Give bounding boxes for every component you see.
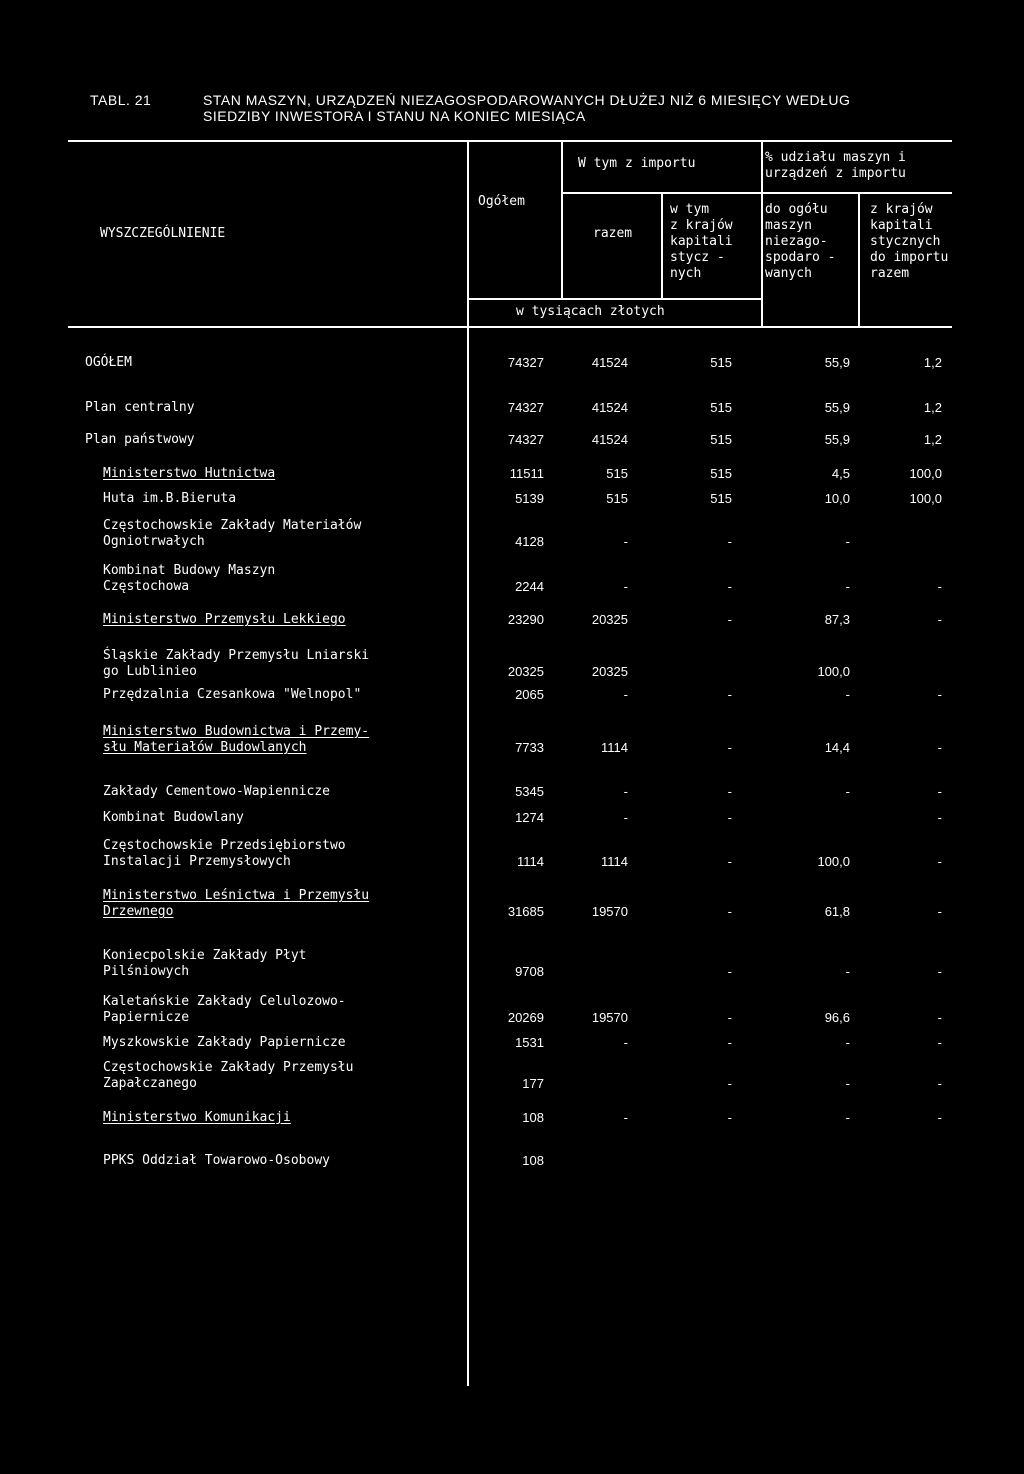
cell-value: 515 [710,400,732,415]
cell-value: - [937,854,942,869]
cell-value: 1274 [515,810,544,825]
cell-value: 74327 [507,400,544,415]
cell-value: 23290 [507,612,544,627]
cell-value: 5345 [515,784,544,799]
divider-col-5 [858,192,860,326]
cell-value: 100,0 [909,466,942,481]
cell-value: 100,0 [817,854,850,869]
cell-value: - [937,1035,942,1050]
row-label: Częstochowskie Zakłady Materiałów Ogniotrwałych [103,518,362,549]
row-label: Myszkowskie Zakłady Papiernicze [103,1035,346,1050]
cell-value: - [845,534,850,549]
cell-value: 20325 [507,664,544,679]
cell-value: 41524 [591,432,628,447]
divider-col-3 [661,192,663,300]
cell-value: 31685 [507,904,544,919]
cell-value: - [727,534,732,549]
cell-value: 1114 [601,854,628,869]
cell-value: - [623,579,628,594]
cell-value: 108 [522,1110,544,1125]
row-label: Częstochowskie Zakłady Przemysłu Zapałczanego [103,1060,354,1091]
cell-value: 1,2 [923,400,942,415]
cell-value: - [845,784,850,799]
row-label: PPKS Oddział Towarowo-Osobowy [103,1153,330,1168]
header-wyszczegolnienie: WYSZCZEGÓLNIENIE [100,226,226,241]
row-label: Huta im.B.Bieruta [103,491,237,506]
cell-value: - [727,810,732,825]
cell-value: - [727,964,732,979]
cell-value: 4,5 [831,466,850,481]
cell-value: 1114 [601,740,628,755]
row-label: Koniecpolskie Zakłady Płyt Pilśniowych [103,948,307,979]
cell-value: - [727,687,732,702]
cell-value: 19570 [591,904,628,919]
cell-value: - [937,810,942,825]
cell-value: - [623,1035,628,1050]
cell-value: - [727,904,732,919]
cell-value: 100,0 [817,664,850,679]
cell-value: - [937,1010,942,1025]
table-number: TABL. 21 [90,92,152,108]
header-mid-rule [561,192,952,194]
cell-value: 2065 [515,687,544,702]
row-label: Kombinat Budowlany [103,810,244,825]
cell-value: 1,2 [923,432,942,447]
cell-value: 14,4 [824,740,850,755]
cell-value: - [937,579,942,594]
cell-value: 4128 [515,534,544,549]
cell-value: - [623,1110,628,1125]
cell-value: - [845,1076,850,1091]
cell-value: - [727,854,732,869]
header-razem: razem [593,226,633,241]
header-w-tym-z-krajow: w tym z krajów kapitali stycz - nych [670,202,733,281]
cell-value: - [937,784,942,799]
cell-value: 100,0 [909,491,942,506]
cell-value: - [845,687,850,702]
cell-value: 10,0 [824,491,850,506]
cell-value: - [937,904,942,919]
header-z-krajow-razem: z krajów kapitali stycznych do importu razem [870,202,949,281]
row-label: Kaletańskie Zakłady Celulozowo- Papiernicze [103,994,346,1025]
cell-value: 87,3 [824,612,850,627]
cell-value: 108 [522,1153,544,1168]
cell-value: 20325 [591,664,628,679]
cell-value: - [727,1076,732,1091]
cell-value: - [937,687,942,702]
cell-value: - [937,740,942,755]
cell-value: 1,2 [923,355,942,370]
cell-value: - [727,1010,732,1025]
cell-value: 1531 [515,1035,544,1050]
cell-value: 515 [606,466,628,481]
header-units: w tysiącach złotych [516,304,665,319]
row-label: Plan centralny [85,400,195,415]
units-top-rule [467,298,763,300]
cell-value: - [727,1035,732,1050]
cell-value: 177 [522,1076,544,1091]
cell-value: 20269 [507,1010,544,1025]
cell-value: 515 [606,491,628,506]
cell-value: 96,6 [824,1010,850,1025]
row-label: Kombinat Budowy Maszyn Częstochowa [103,563,276,594]
cell-value: 55,9 [824,355,850,370]
cell-value: - [727,579,732,594]
cell-value: 55,9 [824,432,850,447]
cell-value: 515 [710,491,732,506]
cell-value: - [937,1076,942,1091]
cell-value: - [845,1110,850,1125]
cell-value: 19570 [591,1010,628,1025]
cell-value: 5139 [515,491,544,506]
cell-value: 515 [710,466,732,481]
row-label: Śląskie Zakłady Przemysłu Lniarski go Lublinieo [103,648,370,679]
cell-value: - [937,1110,942,1125]
cell-value: - [845,579,850,594]
header-udzial: % udziału maszyn i urządzeń z importu [765,150,906,181]
header-top-rule [68,140,952,142]
row-label: Przędzalnia Czesankowa "Welnopol" [103,687,362,702]
cell-value: - [937,612,942,627]
cell-value: 74327 [507,432,544,447]
cell-value: 515 [710,355,732,370]
row-label: Plan państwowy [85,432,195,447]
row-label: Zakłady Cementowo-Wapiennicze [103,784,330,799]
cell-value: 515 [710,432,732,447]
cell-value: 61,8 [824,904,850,919]
cell-value: 2244 [515,579,544,594]
cell-value: 74327 [507,355,544,370]
row-label: OGÓŁEM [85,355,132,370]
cell-value: - [623,534,628,549]
cell-value: - [727,784,732,799]
cell-value: - [727,612,732,627]
cell-value: 41524 [591,355,628,370]
row-label: Częstochowskie Przedsiębiorstwo Instalacji Przemysłowych [103,838,346,869]
cell-value: 41524 [591,400,628,415]
cell-value: - [623,687,628,702]
header-do-ogolu: do ogółu maszyn niezago- spodaro - wanych [765,202,836,281]
row-label: Ministerstwo Budownictwa i Przemy- słu Materiałów Budowlanych [103,724,370,755]
row-label: Ministerstwo Leśnictwa i Przemysłu Drzewnego [103,888,370,919]
header-ogolem: Ogółem [478,194,525,209]
row-label: Ministerstwo Przemysłu Lekkiego [103,612,346,627]
row-label: Ministerstwo Hutnictwa [103,466,276,481]
cell-value: 7733 [515,740,544,755]
cell-value: 9708 [515,964,544,979]
cell-value: - [845,1035,850,1050]
cell-value: 11511 [509,466,544,481]
table-title-line2: SIEDZIBY INWESTORA I STANU NA KONIEC MIESIĄCA [203,108,586,124]
cell-value: - [845,964,850,979]
cell-value: - [623,784,628,799]
cell-value: 55,9 [824,400,850,415]
cell-value: - [727,740,732,755]
header-w-tym-z-importu: W tym z importu [578,156,696,171]
cell-value: - [937,964,942,979]
cell-value: - [623,810,628,825]
cell-value: - [727,1110,732,1125]
divider-col-2 [561,140,563,300]
cell-value: 20325 [591,612,628,627]
table-title-line1: STAN MASZYN, URZĄDZEŃ NIEZAGOSPODAROWANYCH DŁUŻEJ NIŻ 6 MIESIĘCY WEDŁUG [203,92,851,108]
row-label: Ministerstwo Komunikacji [103,1110,291,1125]
header-bottom-rule [68,326,952,328]
cell-value: 1114 [517,854,544,869]
